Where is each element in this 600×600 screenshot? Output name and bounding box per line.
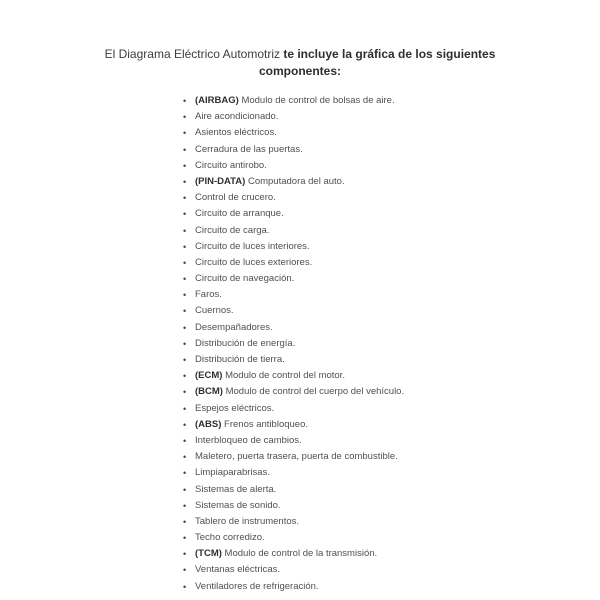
item-text: Interbloqueo de cambios. <box>195 434 302 446</box>
list-item <box>183 482 404 498</box>
list-item <box>183 514 404 530</box>
list-item <box>183 417 404 433</box>
list-item <box>183 384 404 400</box>
list-item <box>183 255 404 271</box>
item-text: Computadora del auto. <box>245 175 345 187</box>
bullet-icon: • <box>183 387 187 398</box>
bullet-icon: • <box>183 96 187 106</box>
item-text: Aire acondicionado. <box>195 111 279 123</box>
list-item <box>183 93 404 109</box>
bullet-icon: • <box>183 241 187 252</box>
item-text: Espejos eléctricos. <box>195 402 275 414</box>
page-heading <box>0 46 600 80</box>
list-item <box>183 158 404 174</box>
list-item <box>183 579 404 595</box>
list-item <box>183 562 404 578</box>
heading-bold-line1: te incluye la gráfica de los siguientes <box>283 47 496 61</box>
bullet-icon: • <box>183 581 187 592</box>
list-item <box>183 465 404 481</box>
bullet-icon: • <box>183 257 187 268</box>
bullet-icon: • <box>183 209 187 220</box>
bullet-icon: • <box>183 403 187 414</box>
item-code: (TCM) <box>195 548 222 560</box>
bullet-icon: • <box>183 516 187 527</box>
item-text: Cerradura de las puertas. <box>195 143 303 155</box>
heading-intro: El Diagrama Eléctrico Automotriz <box>104 47 284 61</box>
heading-bold-line2: componentes: <box>258 64 341 78</box>
list-item <box>183 174 404 190</box>
list-item <box>183 287 404 303</box>
item-text: Modulo de control del motor. <box>222 370 345 382</box>
list-item <box>183 546 404 562</box>
item-text: Modulo de control de la transmisión. <box>221 548 378 560</box>
bullet-icon: • <box>183 419 187 430</box>
item-text: Asientos eléctricos. <box>195 127 277 139</box>
bullet-icon: • <box>183 274 187 285</box>
item-code: (PIN-DATA) <box>195 175 246 187</box>
item-code: (AIRBAG) <box>195 95 239 106</box>
list-item <box>183 303 404 319</box>
list-item <box>183 142 404 158</box>
bullet-icon: • <box>183 452 187 463</box>
item-text: Frenos antibloqueo. <box>221 418 309 430</box>
item-text: Faros. <box>195 289 222 301</box>
list-item <box>183 498 404 514</box>
bullet-icon: • <box>183 128 187 139</box>
bullet-icon: • <box>183 468 187 479</box>
list-item <box>183 336 404 352</box>
list-item <box>183 368 404 384</box>
item-text: Circuito antirobo. <box>195 159 267 171</box>
bullet-icon: • <box>183 306 187 317</box>
list-item <box>183 239 404 255</box>
item-code: (ECM) <box>195 370 223 382</box>
item-text: Distribución de energía. <box>195 337 296 349</box>
item-text: Sistemas de alerta. <box>195 483 277 495</box>
item-code: (BCM) <box>195 386 223 398</box>
bullet-icon: • <box>183 144 187 155</box>
item-text: Modulo de control del cuerpo del vehículo. <box>222 386 405 398</box>
bullet-icon: • <box>183 565 187 576</box>
item-code: (ABS) <box>195 418 222 430</box>
bullet-icon: • <box>183 549 187 560</box>
item-text: Maletero, puerta trasera, puerta de combustible. <box>195 451 398 463</box>
item-text: Cuernos. <box>195 305 234 317</box>
list-item <box>183 206 404 222</box>
item-text: Modulo de control de bolsas de aire. <box>238 95 395 106</box>
item-text: Sistemas de sonido. <box>195 499 281 511</box>
item-text: Techo corredizo. <box>195 532 265 544</box>
item-text: Circuito de arranque. <box>195 208 284 220</box>
bullet-icon: • <box>183 112 187 123</box>
component-list <box>183 93 404 595</box>
list-item <box>183 401 404 417</box>
item-text: Tablero de instrumentos. <box>195 515 300 527</box>
list-item <box>183 223 404 239</box>
bullet-icon: • <box>183 355 187 365</box>
bullet-icon: • <box>183 225 187 236</box>
bullet-icon: • <box>183 290 187 301</box>
item-text: Desempañadores. <box>195 321 273 333</box>
list-item <box>183 320 404 336</box>
list-item <box>183 352 404 368</box>
list-item <box>183 433 404 449</box>
bullet-icon: • <box>183 176 187 187</box>
bullet-icon: • <box>183 322 187 333</box>
list-item <box>183 125 404 141</box>
list-item <box>183 190 404 206</box>
item-text: Circuito de carga. <box>195 224 270 236</box>
bullet-icon: • <box>183 338 187 349</box>
item-text: Circuito de luces exteriores. <box>195 256 313 268</box>
item-text: Control de crucero. <box>195 192 276 204</box>
item-text: Ventiladores de refrigeración. <box>195 580 319 592</box>
item-text: Circuito de navegación. <box>195 273 295 285</box>
bullet-icon: • <box>183 160 187 171</box>
bullet-icon: • <box>183 533 187 544</box>
bullet-icon: • <box>183 371 187 382</box>
bullet-icon: • <box>183 193 187 204</box>
item-text: Limpiaparabrisas. <box>195 467 270 479</box>
item-text: Distribución de tierra. <box>195 354 285 365</box>
list-item <box>183 530 404 546</box>
list-item <box>183 449 404 465</box>
item-text: Circuito de luces interiores. <box>195 240 310 252</box>
list-item <box>183 109 404 125</box>
bullet-icon: • <box>183 435 187 446</box>
bullet-icon: • <box>183 484 187 495</box>
item-text: Ventanas eléctricas. <box>195 564 281 576</box>
list-item <box>183 271 404 287</box>
bullet-icon: • <box>183 500 187 511</box>
